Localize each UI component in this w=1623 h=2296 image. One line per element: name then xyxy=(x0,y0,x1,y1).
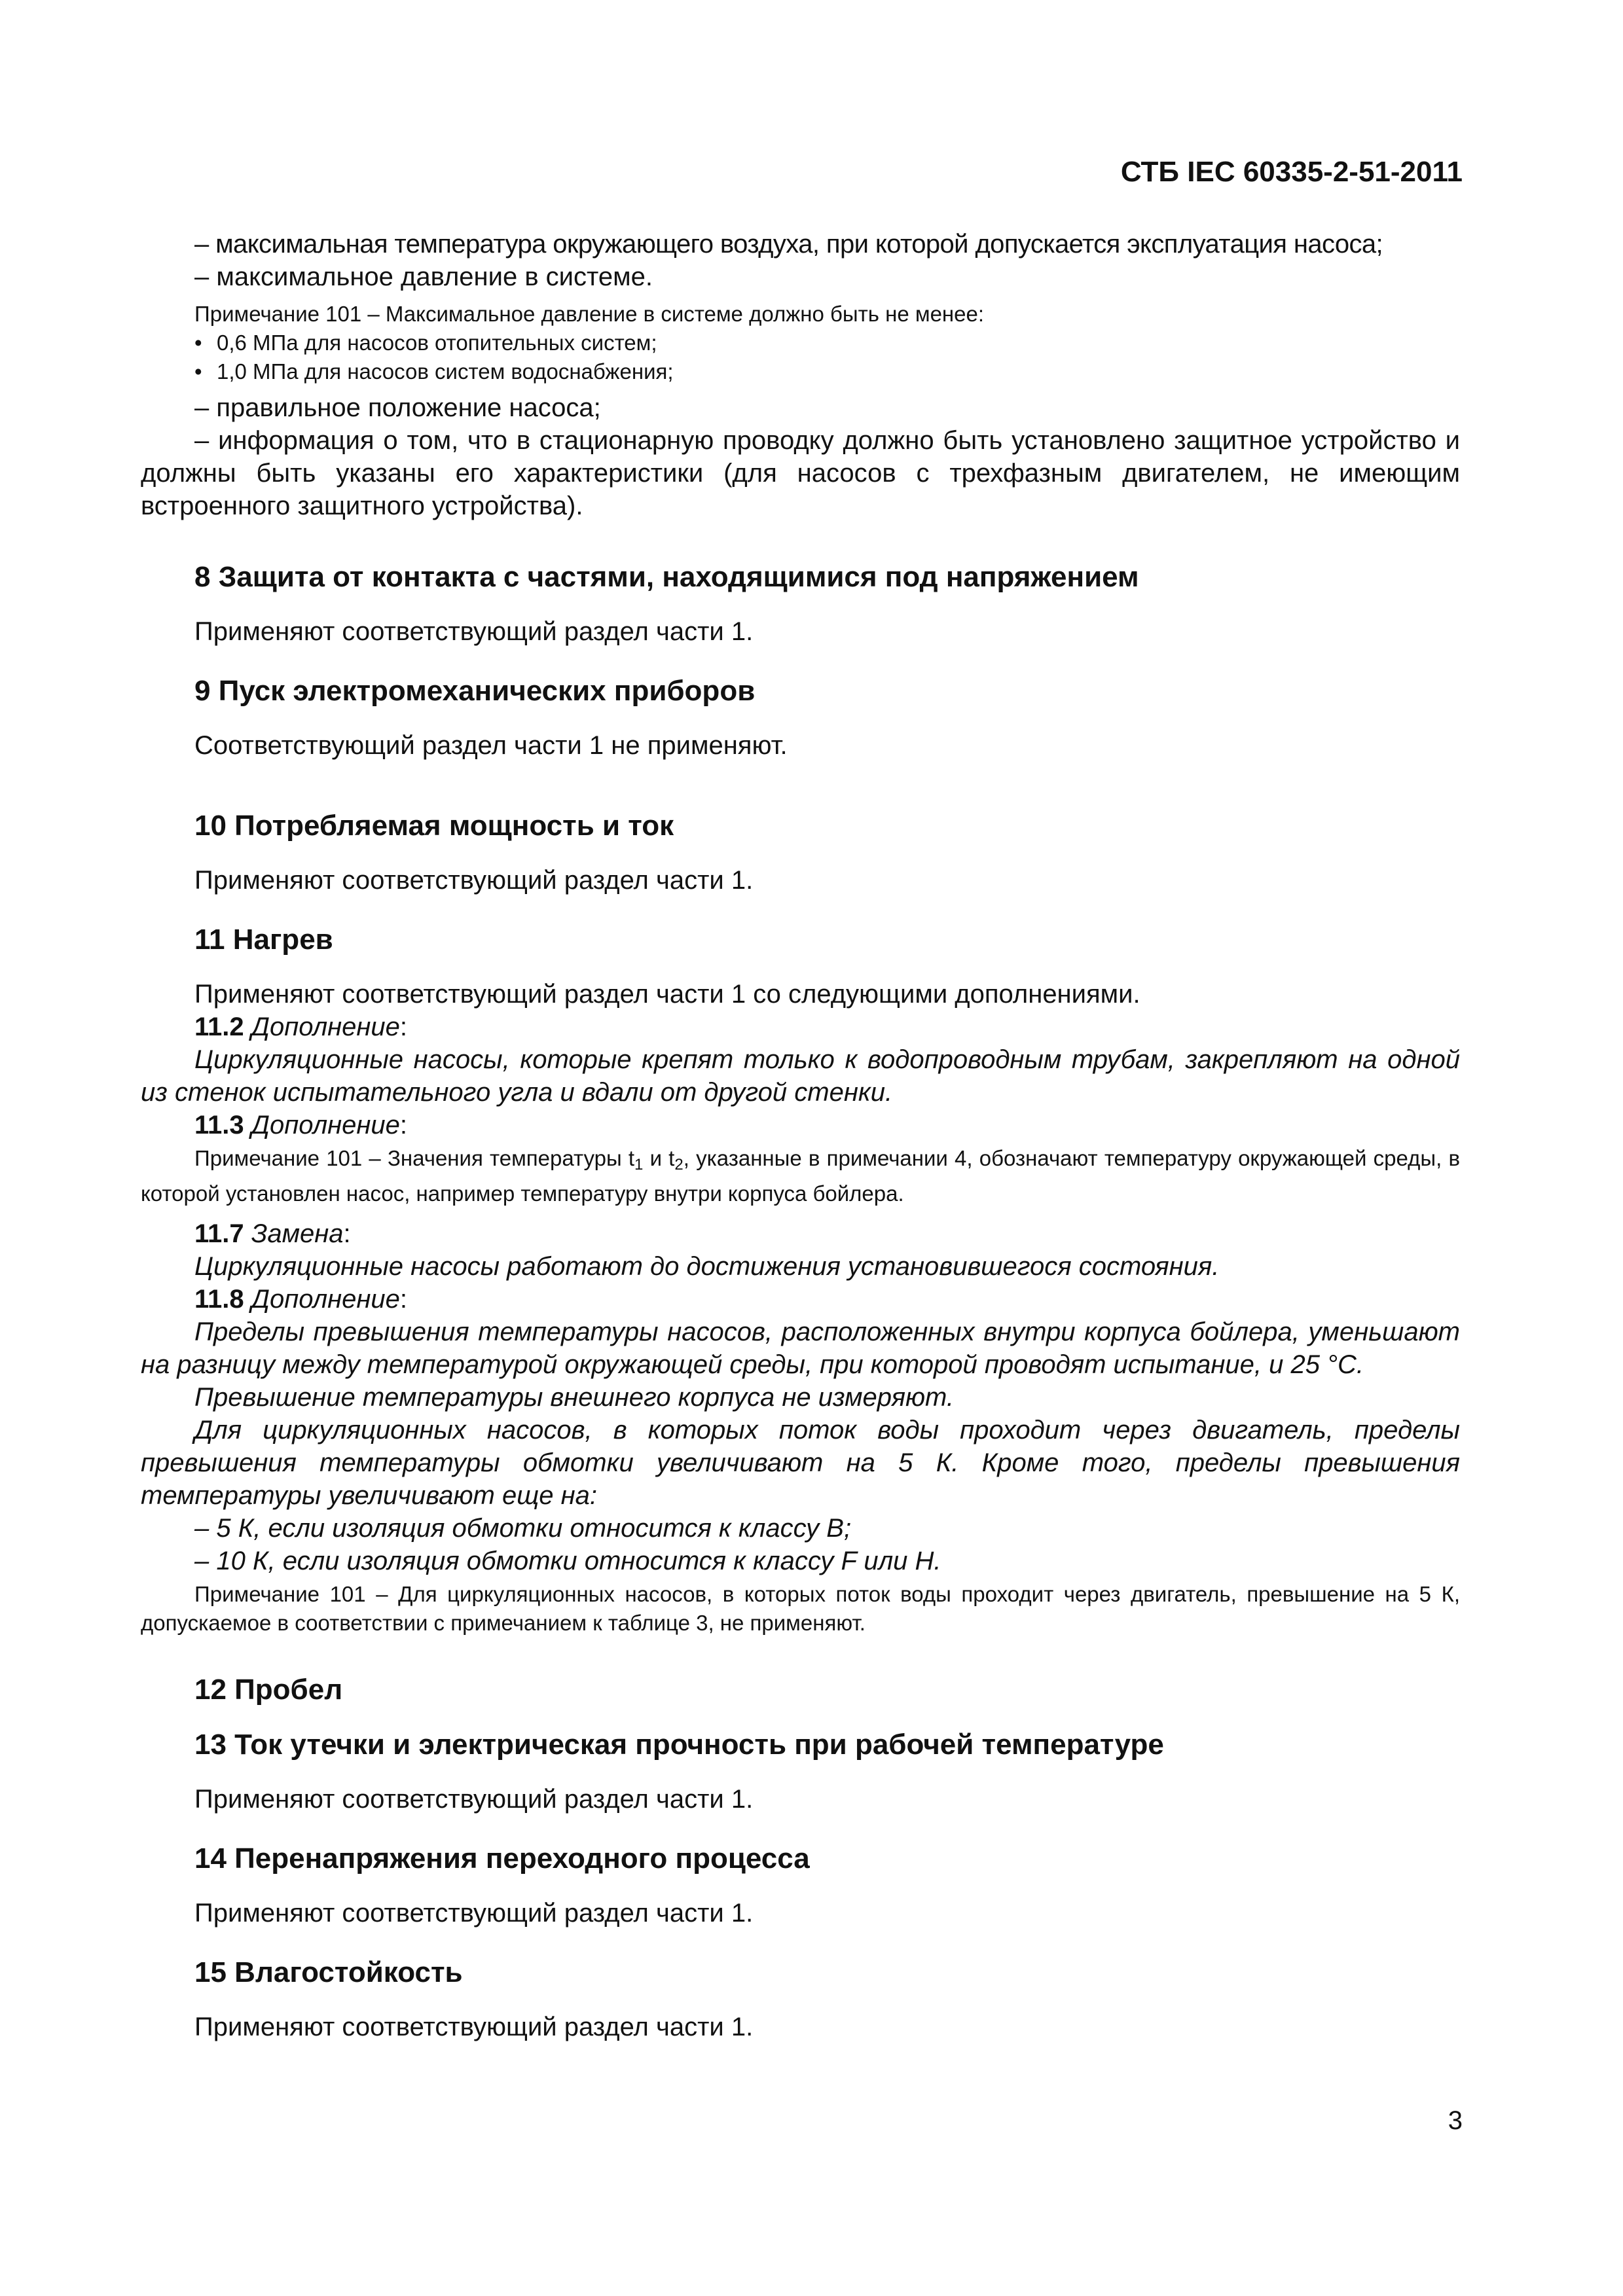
clause-11-7-text: Циркуляционные насосы работают до достижения установившегося состояния. xyxy=(194,1252,1220,1281)
intro-line-ambient-temp: – максимальная температура окружающего воздуха, при которой допускается эксплуатация насоса; xyxy=(194,230,1383,259)
section-13-title: 13 Ток утечки и электрическая прочность при рабочей температуре xyxy=(194,1729,1164,1761)
intro-line-position: – правильное положение насоса; xyxy=(194,393,601,422)
page-number: 3 xyxy=(1448,2106,1463,2135)
section-11-body: Применяют соответствующий раздел части 1 со следующими дополнениями. xyxy=(194,980,1140,1009)
bullet-icon: • xyxy=(194,331,202,355)
section-10-title: 10 Потребляемая мощность и ток xyxy=(194,810,674,842)
section-14-title: 14 Перенапряжения переходного процесса xyxy=(194,1842,810,1874)
clause-11-8-para-3: Для циркуляционных насосов, в которых поток воды проходит через двигатель, пределы превышения температуры обмотки увеличивают на 5 К. Кроме того, пределы превышения температуры увеличивают еще на: xyxy=(141,1416,1460,1510)
clause-11-8-heading: 11.8 Дополнение: xyxy=(194,1285,408,1314)
clause-11-3-note-101: Примечание 101 – Значения температуры $t_1$ и $t_2$, указанные в примечании 4, обозначают температуру окружающей среды, в которой установлен насос, например температуру внутри корпуса бойлера. xyxy=(141,1146,1460,1206)
bullet-item-heating: • 0,6 МПа для насосов отопительных систем; xyxy=(194,329,1460,357)
clause-11-2-heading: 11.2 Дополнение: xyxy=(194,1013,408,1041)
page-content xyxy=(141,228,1460,2043)
intro-line-max-pressure: – максимальное давление в системе. xyxy=(194,262,653,291)
section-9-title: 9 Пуск электромеханических приборов xyxy=(194,675,756,707)
intro-line-protection-device: – информация о том, что в стационарную проводку должно быть установлено защитное устройство и должны быть указаны его характеристики (для насосов с трехфазным двигателем, не имеющим встроенного защитного устройства). xyxy=(141,426,1460,520)
section-13-body: Применяют соответствующий раздел части 1. xyxy=(194,1785,754,1814)
section-12-title: 12 Пробел xyxy=(194,1674,343,1706)
doc-code-header: СТБ IEC 60335-2-51-2011 xyxy=(1120,156,1463,188)
clause-11-3-heading: 11.3 Дополнение: xyxy=(194,1111,408,1139)
section-8-title: 8 Защита от контакта с частями, находящимися под напряжением xyxy=(194,561,1139,593)
clause-11-8-note-101: Примечание 101 – Для циркуляционных насосов, в которых поток воды проходит через двигатель, превышение на 5 К, допускаемое в соответствии с примечанием к таблице 3, не применяют. xyxy=(141,1582,1460,1635)
section-14-body: Применяют соответствующий раздел части 1. xyxy=(194,1899,754,1928)
clause-11-8-dash-1: – 5 К, если изоляция обмотки относится к классу В; xyxy=(194,1514,852,1543)
clause-11-8-dash-2: – 10 К, если изоляция обмотки относится к классу F или Н. xyxy=(194,1547,941,1575)
section-10-body: Применяют соответствующий раздел части 1. xyxy=(194,866,754,895)
note-101-pressure: Примечание 101 – Максимальное давление в системе должно быть не менее: xyxy=(194,302,985,326)
clause-11-7-heading: 11.7 Замена: xyxy=(194,1219,351,1248)
section-11-title: 11 Нагрев xyxy=(194,924,333,956)
section-15-title: 15 Влагостойкость xyxy=(194,1956,463,1988)
section-15-body: Применяют соответствующий раздел части 1. xyxy=(194,2013,754,2041)
clause-11-8-para-2: Превышение температуры внешнего корпуса не измеряют. xyxy=(194,1383,955,1412)
clause-11-8-para-1: Пределы превышения температуры насосов, расположенных внутри корпуса бойлера, уменьшают на разницу между температурой окружающей среды, при которой проводят испытание, и 25 °С. xyxy=(141,1318,1460,1379)
clause-11-2-text: Циркуляционные насосы, которые крепят только к водопроводным трубам, закрепляют на одной из стенок испытательного угла и вдали от другой стенки. xyxy=(141,1045,1460,1107)
bullet-item-water-supply: • 1,0 МПа для насосов систем водоснабжения; xyxy=(194,357,1460,386)
section-9-body: Соответствующий раздел части 1 не применяют. xyxy=(194,731,788,760)
bullet-icon: • xyxy=(194,359,202,384)
section-8-body: Применяют соответствующий раздел части 1. xyxy=(194,617,754,646)
